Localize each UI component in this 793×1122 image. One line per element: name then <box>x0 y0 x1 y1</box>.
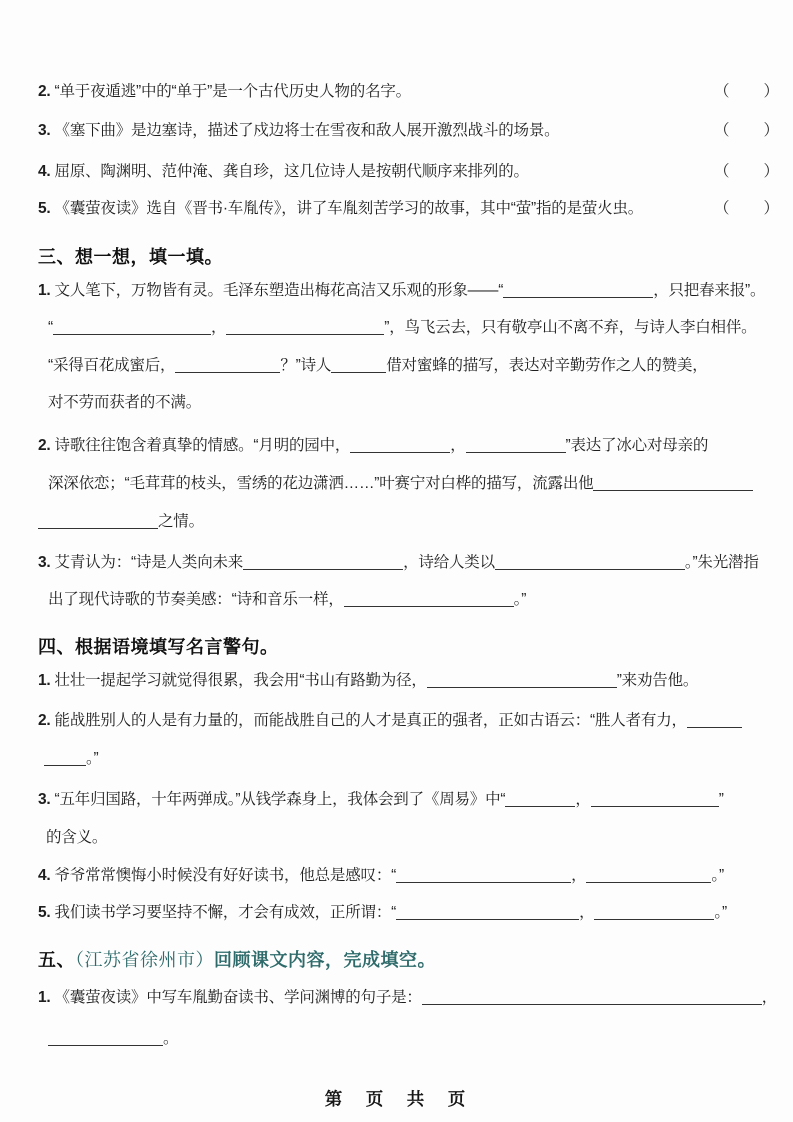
question-line <box>38 790 724 810</box>
text-run: 诗歌往往饱含着真挚的情感。“月明的园中， <box>54 437 351 454</box>
answer-parentheses[interactable]: （ ） <box>714 83 781 100</box>
answer-parentheses[interactable]: （ ） <box>714 200 781 217</box>
text-run: “单于夜遁逃”中的“单于”是一个古代历史人物的名字。 <box>54 83 411 100</box>
text-run: 的含义。 <box>46 829 108 846</box>
text-run: 文人笔下，万物皆有灵。毛泽东塑造出梅花高洁又乐观的形象——“ <box>54 282 504 299</box>
text-run: 我们读书学习要坚持不懈，才会有成效，正所谓：“ <box>54 904 397 921</box>
question-number: 1. <box>38 672 51 689</box>
fill-blank[interactable] <box>495 554 685 570</box>
answer-parentheses[interactable]: （ ） <box>714 122 781 139</box>
tf-question-text <box>38 83 411 100</box>
fill-blank[interactable] <box>586 867 711 883</box>
question-number: 2. <box>38 83 51 100</box>
question-number: 2. <box>38 712 51 729</box>
answer-parentheses[interactable]: （ ） <box>714 163 781 180</box>
text-run: 壮壮一提起学习就觉得很累，我会用“书山有路勤为径， <box>54 672 427 689</box>
fill-blank[interactable] <box>44 750 86 766</box>
question-line <box>38 436 708 456</box>
text-run: ， <box>571 867 587 884</box>
text-run: 《囊萤夜读》中写车胤勤奋读书、学问渊博的句子是： <box>54 989 422 1006</box>
question-number: 5. <box>38 904 51 921</box>
question-line <box>38 512 204 532</box>
tf-question-text <box>38 200 643 217</box>
question-number: 1. <box>38 989 51 1006</box>
question-line <box>48 318 756 338</box>
question-line <box>38 866 724 886</box>
tf-question-text <box>38 163 529 180</box>
fill-blank[interactable] <box>591 791 719 807</box>
text-run: 借对蜜蜂的描写，表达对辛勤劳作之人的赞美， <box>386 357 708 374</box>
text-run: 。” <box>86 750 99 767</box>
fill-blank[interactable] <box>422 989 762 1005</box>
fill-blank[interactable] <box>53 319 211 335</box>
text-run: ” <box>718 791 724 808</box>
text-run: 屈原、陶渊明、范仲淹、龚自珍，这几位诗人是按朝代顺序来排列的。 <box>54 163 529 180</box>
text-run: 。”朱光潜指 <box>684 554 759 571</box>
question-line <box>44 749 99 769</box>
question-line <box>38 988 777 1008</box>
fill-blank[interactable] <box>344 591 514 607</box>
fill-blank[interactable] <box>466 437 566 453</box>
question-number: 1. <box>38 282 51 299</box>
question-line <box>48 393 201 413</box>
text-run: 。” <box>711 867 724 884</box>
text-run: 艾青认为：“诗是人类向未来 <box>54 554 244 571</box>
text-run: 五、 <box>38 950 75 970</box>
text-run: ，诗给人类以 <box>403 554 495 571</box>
text-run: ”表达了冰心对母亲的 <box>565 437 709 454</box>
text-run: ， <box>210 319 227 336</box>
fill-blank[interactable] <box>687 712 742 728</box>
tf-question-2 <box>38 82 793 102</box>
fill-blank[interactable] <box>226 319 384 335</box>
text-run: ， <box>575 791 591 808</box>
text-run: 《囊萤夜读》选自《晋书·车胤传》，讲了车胤刻苦学习的故事，其中“萤”指的是萤火虫。 <box>54 200 644 217</box>
fill-blank[interactable] <box>243 554 403 570</box>
question-number: 4. <box>38 163 51 180</box>
question-line <box>48 356 708 376</box>
fill-blank[interactable] <box>593 475 753 491</box>
text-run: 。” <box>513 591 527 608</box>
question-line <box>46 828 107 848</box>
text-run: “采得百花成蜜后， <box>48 357 176 374</box>
text-run: ， <box>761 989 778 1006</box>
text-run: ， <box>450 437 466 454</box>
fill-blank[interactable] <box>331 357 386 373</box>
question-line <box>38 903 727 923</box>
fill-blank[interactable] <box>48 1030 163 1046</box>
section-heading-four: 四、根据语境填写名言警句。 <box>38 637 279 657</box>
text-run: 出了现代诗歌的节奏美感：“诗和音乐一样， <box>48 591 344 608</box>
tf-question-5 <box>38 199 793 219</box>
tf-question-4 <box>38 162 793 182</box>
question-line <box>38 711 742 731</box>
question-number: 4. <box>38 867 51 884</box>
fill-blank[interactable] <box>350 437 450 453</box>
question-number: 2. <box>38 437 51 454</box>
text-run: （江苏省徐州市） <box>75 950 214 970</box>
text-run: 回顾课文内容，完成填空。 <box>214 950 436 970</box>
text-run: “ <box>48 319 53 336</box>
fill-blank[interactable] <box>503 282 653 298</box>
question-line <box>38 281 765 301</box>
question-line <box>48 590 526 610</box>
question-number: 5. <box>38 200 51 217</box>
text-run: ， <box>579 904 595 921</box>
page-footer: 第 页 共 页 <box>324 1089 469 1109</box>
question-number: 3. <box>38 791 51 808</box>
fill-blank[interactable] <box>505 791 575 807</box>
fill-blank[interactable] <box>427 672 617 688</box>
fill-blank[interactable] <box>38 513 158 529</box>
fill-blank[interactable] <box>594 904 714 920</box>
question-number: 3. <box>38 122 51 139</box>
section-heading-five <box>38 946 436 972</box>
text-run: 能战胜别人的人是有力量的，而能战胜自己的人才是真正的强者，正如古语云：“胜人者有力， <box>54 712 687 729</box>
text-run: ，只把春来报”。 <box>653 282 766 299</box>
text-run: 深深依恋；“毛茸茸的枝头，雪绣的花边潇洒……”叶赛宁对白桦的描写，流露出他 <box>48 475 594 492</box>
tf-question-3 <box>38 121 793 141</box>
section-heading-three: 三、想一想，填一填。 <box>38 247 223 267</box>
tf-question-text <box>38 122 559 139</box>
text-run: ？”诗人 <box>280 357 332 374</box>
text-run: “五年归国路，十年两弹成。”从钱学森身上，我体会到了《周易》中“ <box>54 791 506 808</box>
text-run: 对不劳而获者的不满。 <box>48 394 202 411</box>
text-run: 。” <box>714 904 727 921</box>
question-line <box>48 1029 178 1049</box>
text-run: 爷爷常常懊悔小时候没有好好读书，他总是感叹：“ <box>54 867 397 884</box>
text-run: 《塞下曲》是边塞诗，描述了戍边将士在雪夜和敌人展开激烈战斗的场景。 <box>54 122 560 139</box>
fill-blank[interactable] <box>396 904 579 920</box>
fill-blank[interactable] <box>396 867 571 883</box>
text-run: ”，鸟飞云去，只有敬亭山不离不弃，与诗人李白相伴。 <box>384 319 757 336</box>
question-line <box>48 474 753 494</box>
question-line <box>38 671 698 691</box>
fill-blank[interactable] <box>175 357 280 373</box>
question-number: 3. <box>38 554 51 571</box>
text-run: 。 <box>163 1030 179 1047</box>
text-run: ”来劝告他。 <box>616 672 699 689</box>
question-line <box>38 553 759 573</box>
text-run: 之情。 <box>158 513 204 530</box>
